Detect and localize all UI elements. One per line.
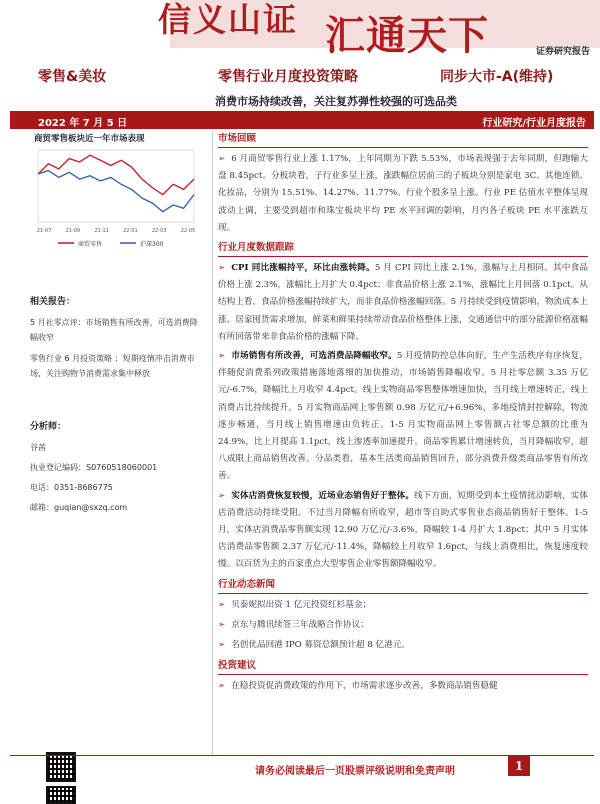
- footer-disclaimer: 请务必阅读最后一页股票评级说明和免责声明: [255, 766, 455, 777]
- x-tick-label: 22-03: [151, 228, 167, 234]
- news-text-1: 贝泰妮拟出资 1 亿元投资红杉基金；: [231, 599, 372, 610]
- analyst-title: 分析师：: [30, 422, 67, 432]
- related-reports-title: 相关报告：: [30, 297, 76, 307]
- advice-text: 在稳投资促消费政策的作用下，市场需求逐步改善，多数商品销售稳健: [231, 681, 498, 692]
- news-text-3: 名创优品回港 IPO 募资总额预计超 8 亿港元。: [231, 640, 410, 651]
- footer-rule: [10, 755, 594, 756]
- main-column: [218, 130, 588, 697]
- x-tick-label: 21-09: [65, 228, 81, 234]
- analyst-email[interactable]: 邮箱：guqian@sxzq.com: [30, 503, 128, 512]
- chart-title: 商贸零售板块近一年市场表现: [34, 134, 145, 144]
- performance-chart: [30, 144, 200, 262]
- news-text-2: 京东与腾讯续签三年战略合作协议；: [231, 619, 369, 630]
- sales-bold: 市场销售有所改善，可选消费品降幅收窄。: [231, 351, 397, 362]
- section-investment-advice: 投资建议: [218, 657, 588, 675]
- legend-label-2: 沪深300: [140, 241, 164, 248]
- news-item-3: [218, 637, 588, 654]
- sales-text: 5 月疫情防控总体向好，生产生活秩序有序恢复，伴随促消费系列政策措施落地落细的加快推动，市场销售降幅收窄。5 月社零总额 3.35 万亿元/-6.7%，降幅比上月收窄 4.4pct。线上实物商品零售整体增速加快，当月线上增速转正，线上消费占比持续提升。5 月实物商品网上零售额 0.98 万亿元/+6.96%，多地疫情封控解除，物流逐步畅通，当月线上销售增速由负转正。1-5 月实物商品网上零售额占社零总额的比重为 24.9%，比上月提高 1.1pct，线上渗透率加速提升。商品零售累计增速转负，当月降幅收窄，超八成限上商品销售改善。分品类看，基本生活类商品销售回升，部分消费升级类商品零售有所改善。: [218, 351, 588, 482]
- arrow-bullet-icon: ➢: [218, 490, 226, 501]
- arrow-bullet-icon: ➢: [218, 263, 226, 274]
- banner-calligraphy-1: 信义山证: [158, 0, 298, 39]
- cpi-paragraph: [218, 260, 588, 346]
- x-tick-label: 22-05: [180, 228, 196, 234]
- arrow-bullet-icon: ➢: [218, 681, 226, 692]
- banner-tag: 证券研究报告: [535, 47, 590, 57]
- sales-paragraph: [218, 348, 588, 486]
- market-review-paragraph: [218, 151, 588, 237]
- x-tick-label: 21-11: [94, 228, 109, 234]
- cpi-text: 5 月 CPI 同比上涨 2.1%，涨幅与上月相同。其中食品价格上涨 2.3%，涨幅比上月扩大 0.4pct；非食品价格上涨 2.1%，涨幅比上月回落 0.1pct。从结构上看，食品价格涨幅持续扩大，而非食品价格涨幅回落。5 月持续受到疫情影响，物流成本上涨、居家囤货需求增加，鲜菜和鲜果持续带动食品价格整体上涨，交通通信中的部分能源价格涨幅有所回落带来非食品价格的涨幅下降。: [218, 263, 588, 342]
- legend-label-1: 商贸零售: [78, 241, 103, 248]
- advice-paragraph: [218, 678, 588, 695]
- section-industry-news: 行业动态新闻: [218, 576, 588, 594]
- news-item-1: [218, 597, 588, 614]
- related-report-1[interactable]: 5 月社零点评：市场销售有所改善，可选消费降幅收窄: [30, 318, 198, 342]
- report-subtitle: 消费市场持续改善，关注复苏弹性较强的可选品类: [215, 95, 457, 108]
- rating-label: 同步大市-A(维持): [440, 69, 554, 85]
- series-line-2: [38, 171, 194, 212]
- left-column: [30, 130, 200, 515]
- store-text: 线下方面，短期受到本土疫情扰动影响，实体店消费活动持续受阻。不过当月降幅有所收窄，超市等自助式零售业态商品销售好于整体。1-5 月，实体店消费品零售额实现 12.90 万亿元/-3.6%，降幅较 1-4 月扩大 1.8pct；其中 5 月实体店消费品零售额 2.37 万亿元/-11.4%，降幅较上月收窄 1.6pct，与线上消费相比，恢复速度较慢。以百货为主的百家重点大型零售企业零售额降幅收窄。: [218, 490, 588, 570]
- sector-label: 零售&美妆: [38, 69, 107, 85]
- column-divider: [212, 130, 213, 755]
- section-market-review: 市场回顾: [218, 130, 588, 148]
- report-title: 零售行业月度投资策略: [218, 69, 358, 85]
- date-bar: [10, 111, 594, 129]
- x-tick-label: 21-07: [36, 228, 52, 234]
- page-number: 1: [508, 756, 530, 776]
- series-line-1: [38, 155, 194, 194]
- arrow-bullet-icon: ➢: [218, 619, 226, 630]
- cpi-bold: CPI 同比涨幅持平，环比由涨转降。: [231, 263, 375, 274]
- analyst-phone: 电话：0351-8686775: [30, 483, 113, 492]
- news-item-2: [218, 617, 588, 634]
- store-paragraph: [218, 488, 588, 574]
- page-footer: [0, 760, 600, 800]
- x-tick-label: 22-01: [123, 228, 138, 234]
- arrow-bullet-icon: ➢: [218, 154, 226, 164]
- analyst-license: 执业登记编码：S0760518060001: [30, 463, 158, 472]
- related-report-2[interactable]: 零售行业 6 月投资策略 ：短期疫情冲击消费市场，关注购物节消费需求集中释放: [30, 354, 195, 378]
- chart-svg: [30, 144, 200, 262]
- banner-calligraphy-2: 汇通天下: [325, 12, 489, 59]
- arrow-bullet-icon: ➢: [218, 351, 226, 362]
- market-review-text: 6 月商贸零售行业上涨 1.17%，上年同期为下跌 5.53%，市场表现强于去年同期，但跑输大盘 8.45pct。分板块看，子行业多呈上涨，涨跌幅位居前三的子板块分别是家电 3C、其他连锁、化妆品，分别为 15.51%、14.27%、11.77%。行业个股多呈上涨。行业 PE 估值水平整体呈现波动上调，主要受到超市和珠宝板块平均 PE 水平回调的影响，月内各子板块 PE 水平涨跌互现。: [218, 154, 588, 233]
- arrow-bullet-icon: ➢: [218, 640, 226, 651]
- analyst-name: 谷茜: [30, 443, 46, 452]
- section-data-tracking: 行业月度数据跟踪: [218, 239, 588, 257]
- report-banner: [0, 0, 600, 62]
- report-date: 2022 年 7 月 5 日: [38, 118, 128, 129]
- arrow-bullet-icon: ➢: [218, 599, 226, 610]
- report-type: 行业研究/行业月度报告: [482, 118, 586, 129]
- store-bold: 实体店消费恢复较慢，近场业态销售好于整体。: [231, 490, 415, 501]
